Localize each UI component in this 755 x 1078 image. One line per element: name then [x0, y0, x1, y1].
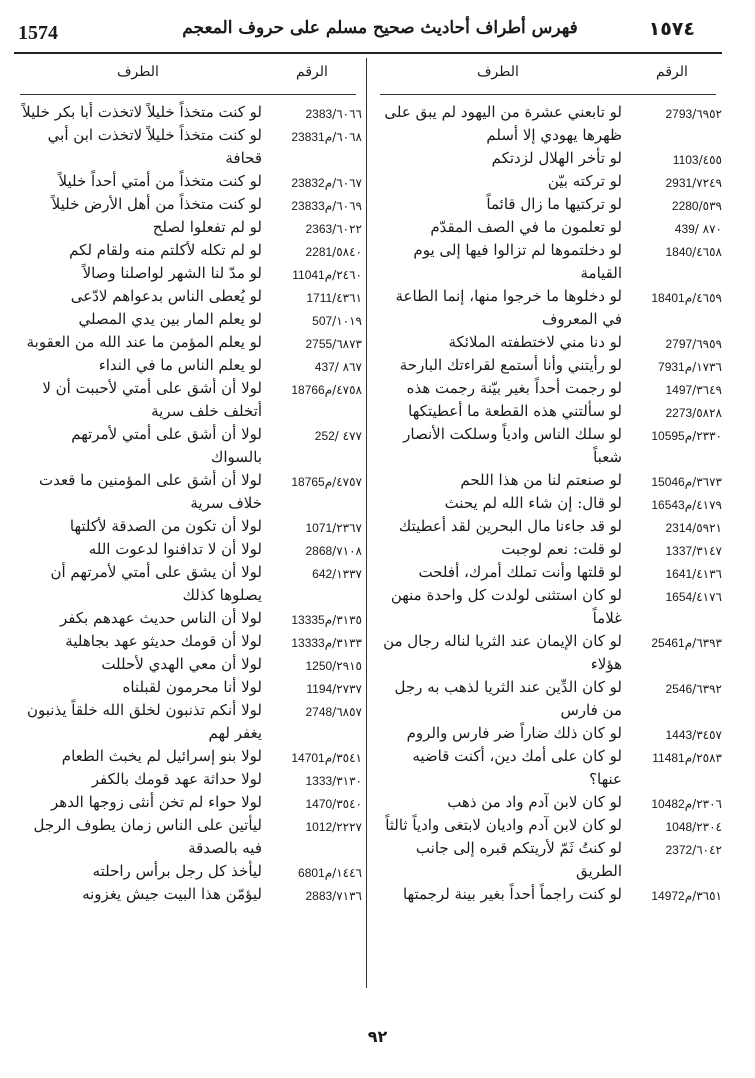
entry-reference-number [622, 791, 722, 814]
hadith-serial-number: ٢٩١٥/ [332, 659, 362, 673]
book-hadith-number: 1654 [665, 590, 693, 604]
hadith-serial-number: ٧١٠٨/ [332, 544, 362, 558]
hadith-serial-number: ٢٥٨٣/ [692, 751, 722, 765]
entry-reference-number [622, 423, 722, 446]
book-hadith-number: 2383م1 [291, 130, 333, 144]
entry-reference-number [622, 331, 722, 354]
hadith-serial-number: ٥٨٤٠/ [332, 245, 362, 259]
hadith-serial-number: ٤٣٦١/ [332, 291, 362, 305]
index-entry [374, 101, 722, 147]
entry-reference-number [262, 883, 362, 906]
hadith-opening-text: لولا أنكم تذنبون لخلق الله خلقاً يذنبون يغفر لهم [27, 701, 262, 742]
book-hadith-number: 1337 [665, 544, 693, 558]
hadith-serial-number: ٦٣٩٣/ [692, 636, 722, 650]
entry-reference-number [622, 538, 722, 561]
page-number-latin: 1574 [18, 22, 58, 44]
entry-reference-number [622, 147, 722, 170]
hadith-opening-text: لولا حواء لم تخن أنثى زوجها الدهر [51, 793, 262, 811]
entry-reference-number [262, 377, 362, 400]
hadith-opening-text: لو تأخر الهلال لزدتكم [491, 149, 622, 167]
index-entry [14, 630, 362, 653]
hadith-opening-text: لو لم تفعلوا لصلح [152, 218, 262, 236]
index-entry [14, 124, 362, 170]
index-entry [14, 377, 362, 423]
right-column-header [374, 64, 722, 94]
book-hadith-number: 793م1 [658, 360, 693, 374]
index-entry [374, 285, 722, 331]
entry-reference-number [262, 538, 362, 561]
hadith-serial-number: ٤٥٥/ [698, 153, 722, 167]
book-hadith-number: 1333م3 [291, 636, 333, 650]
hadith-serial-number: ١٣٣٧/ [332, 567, 362, 581]
index-entry [374, 377, 722, 400]
hadith-opening-text: لولا أن الناس حديث عهدهم بكفر [59, 609, 262, 627]
hadith-opening-text: لولا أن قومك حديثو عهد بجاهلية [65, 632, 262, 650]
hadith-serial-number: ٦٠٦٩/ [332, 199, 362, 213]
index-entry [14, 216, 362, 239]
book-hadith-number: 1333م5 [291, 613, 333, 627]
hadith-opening-text: لو كان ذلك ضاراً ضر فارس والروم [406, 724, 622, 742]
book-hadith-number: 1840م1 [651, 291, 693, 305]
index-entry [374, 354, 722, 377]
book-hadith-number: 1333 [305, 774, 333, 788]
book-hadith-number: 2383م3 [291, 199, 333, 213]
book-hadith-number: 2372 [665, 843, 693, 857]
entry-reference-number [262, 262, 362, 285]
hadith-opening-text: لو لم تكله لأكلتم منه ولقام لكم [69, 241, 262, 259]
book-hadith-number: 2363 [305, 222, 333, 236]
index-entry [374, 722, 722, 745]
hadith-serial-number: ٦٣٩٢/ [692, 682, 722, 696]
hadith-serial-number: ٦٩٥٩/ [692, 337, 722, 351]
hadith-opening-text: لو صنعتم لنا من هذا اللحم [460, 471, 622, 489]
index-entry [14, 285, 362, 308]
hadith-opening-text: لو تركتيها ما زال قائماً [486, 195, 622, 213]
hadith-serial-number: ٤١٧٩/ [692, 498, 722, 512]
hadith-serial-number: ٣١٣٥/ [332, 613, 362, 627]
page-number-arabic: ١٥٧٤ [648, 18, 695, 40]
entry-reference-number [262, 561, 362, 584]
entry-reference-number [262, 768, 362, 791]
book-hadith-number: 2931 [665, 176, 693, 190]
entry-reference-number [262, 469, 362, 492]
hadith-serial-number: ٢٣٦٧/ [332, 521, 362, 535]
right-column [374, 64, 722, 906]
entry-reference-number [622, 354, 722, 377]
hadith-serial-number: ٣٤٥٧/ [692, 728, 722, 742]
hadith-opening-text: لو رجمت أحداً بغير بيّنة رجمت هذه [406, 379, 622, 397]
left-column [14, 64, 362, 906]
hadith-serial-number: ١٤٤٦/ [332, 866, 362, 880]
hadith-serial-number: ٢٣٣٠/ [692, 429, 722, 443]
left-column-entries [14, 101, 362, 906]
entry-reference-number [622, 216, 722, 239]
entry-reference-number [622, 745, 722, 768]
hadith-serial-number: ٦٩٥٢/ [692, 107, 722, 121]
entry-reference-number [262, 791, 362, 814]
index-entry [374, 423, 722, 469]
hadith-opening-text: لو يُعطى الناس بدعواهم لادّعى [70, 287, 262, 305]
book-hadith-number: 2314 [665, 521, 693, 535]
hadith-serial-number: ٢٧٣٧/ [332, 682, 362, 696]
hadith-serial-number: ٢٤٦٠/ [332, 268, 362, 282]
index-entry [374, 584, 722, 630]
hadith-opening-text: لو كنتُ ثَمّ لأريتكم قبره إلى جانب الطريق [415, 839, 622, 880]
hadith-opening-text: لو كان على أمك دين، أكنت قاضيه عنها؟ [412, 747, 622, 788]
index-entry [374, 814, 722, 837]
hadith-opening-text: لو كنت متخذاً من أهل الأرض خليلاً [51, 195, 262, 213]
number-heading: الرقم [296, 64, 328, 80]
book-hadith-number: 1443 [665, 728, 693, 742]
book-hadith-number: 1504م6 [651, 475, 693, 489]
index-entry [374, 791, 722, 814]
hadith-opening-text: لو يعلم المؤمن ما عند الله من العقوبة [26, 333, 262, 351]
book-hadith-number: 1148م1 [652, 751, 693, 765]
book-hadith-number: 1876م5 [291, 475, 333, 489]
entry-reference-number [622, 837, 722, 860]
entry-reference-number [262, 653, 362, 676]
entry-reference-number [622, 285, 722, 308]
index-entry [374, 239, 722, 285]
entry-reference-number [622, 469, 722, 492]
book-hadith-number: 2755 [305, 337, 333, 351]
book-hadith-number: 1250 [305, 659, 333, 673]
entry-reference-number [622, 676, 722, 699]
book-hadith-number: 1048م2 [651, 797, 693, 811]
entry-reference-number [262, 239, 362, 262]
book-hadith-number: 1470م1 [291, 751, 333, 765]
entry-reference-number [622, 170, 722, 193]
index-entry [374, 837, 722, 883]
entry-reference-number [622, 400, 722, 423]
index-entry [374, 147, 722, 170]
book-hadith-number: 1711 [306, 291, 333, 305]
entry-reference-number [622, 492, 722, 515]
entry-reference-number [262, 515, 362, 538]
index-entry [374, 170, 722, 193]
book-hadith-number: 1654م3 [651, 498, 693, 512]
entry-reference-number [262, 193, 362, 216]
hadith-opening-text: لولا أن لا تدافنوا لدعوت الله [88, 540, 262, 558]
hadith-serial-number: ٤٧٧ / [334, 429, 362, 443]
right-column-entries [374, 101, 722, 906]
index-entry [374, 331, 722, 354]
hadith-opening-text: لو قلتها وأنت تملك أمرك، أفلحت [418, 563, 622, 581]
hadith-opening-text: لو تابعني عشرة من اليهود لم يبق على ظهرها يهودي إلا أسلم [384, 103, 622, 144]
book-hadith-number: 2797 [665, 337, 693, 351]
book-hadith-number: 252 [314, 429, 335, 443]
book-hadith-number: 680م1 [298, 866, 333, 880]
hadith-serial-number: ٤١٧٦/ [692, 590, 722, 604]
text-heading: الطرف [117, 64, 159, 80]
hadith-opening-text: لو كان لابن آدم واديان لابتغى وادياً ثالثاً [385, 816, 622, 834]
index-entry [14, 515, 362, 538]
index-entry [14, 745, 362, 768]
hadith-opening-text: لولا أن أشق على أمتي لأحببت أن لا أتخلف خلف سرية [42, 379, 262, 420]
hadith-opening-text: لولا أن يشق على أمتي لأمرتهم أن يصلوها كذلك [50, 563, 262, 604]
text-heading: الطرف [477, 64, 519, 80]
entry-reference-number [622, 193, 722, 216]
hadith-opening-text: لو كان لابن آدم واد من ذهب [447, 793, 622, 811]
hadith-serial-number: ٦٠٢٢/ [332, 222, 362, 236]
entry-reference-number [262, 630, 362, 653]
entry-reference-number [262, 814, 362, 837]
book-hadith-number: 1497م2 [651, 889, 693, 903]
hadith-opening-text: ليأخذ كل رجل برأس راحلته [92, 862, 262, 880]
header-rule [14, 52, 722, 54]
entry-reference-number [262, 607, 362, 630]
hadith-opening-text: ليؤمّن هذا البيت جيش يغزونه [82, 885, 262, 903]
entry-reference-number [622, 814, 722, 837]
hadith-serial-number: ٣٥٤٠/ [332, 797, 362, 811]
hadith-serial-number: ١٧٣٦/ [692, 360, 722, 374]
book-hadith-number: 2546م1 [651, 636, 693, 650]
book-hadith-number: 2383 [305, 107, 333, 121]
hadith-opening-text: لو سلك الناس وادياً وسلكت الأنصار شعباً [403, 425, 622, 466]
entry-reference-number [262, 354, 362, 377]
entry-reference-number [262, 423, 362, 446]
hadith-opening-text: ليأتين على الناس زمان يطوف الرجل فيه بالصدقة [33, 816, 262, 857]
hadith-serial-number: ٥٣٩/ [698, 199, 722, 213]
hadith-opening-text: لو يعلم المار بين يدي المصلي [78, 310, 262, 328]
entry-reference-number [622, 515, 722, 538]
book-hadith-number: 642 [312, 567, 333, 581]
hadith-serial-number: ٦٠٦٦/ [332, 107, 362, 121]
hadith-serial-number: ٣١٣٠/ [332, 774, 362, 788]
index-entry [14, 814, 362, 860]
hadith-serial-number: ٨٧٠ / [694, 222, 722, 236]
hadith-opening-text: لو سألتني هذه القطعة ما أعطيتكها [408, 402, 622, 420]
hadith-serial-number: ٢٣٠٦/ [692, 797, 722, 811]
index-entry [374, 745, 722, 791]
book-hadith-number: 1071 [305, 521, 333, 535]
hadith-serial-number: ٥٩٢١/ [692, 521, 722, 535]
book-hadith-number: 507 [312, 314, 333, 328]
entry-reference-number [262, 285, 362, 308]
hadith-opening-text: لو كنت متخذاً خليلاً لاتخذت أبا بكر خليلاً [22, 103, 262, 121]
hadith-serial-number: ٦٨٥٧/ [332, 705, 362, 719]
index-entry [14, 860, 362, 883]
index-entry [14, 676, 362, 699]
entry-reference-number [262, 699, 362, 722]
book-hadith-number: 1470 [305, 797, 333, 811]
book-hadith-number: 439 [674, 222, 695, 236]
hadith-opening-text: لو كان الدِّين عند الثريا لذهب به رجل من فارس [394, 678, 622, 719]
index-entry [14, 101, 362, 124]
index-entry [14, 561, 362, 607]
hadith-serial-number: ٣١٤٧/ [692, 544, 722, 558]
book-hadith-number: 2273 [665, 406, 693, 420]
hadith-serial-number: ٣١٣٣/ [332, 636, 362, 650]
hadith-serial-number: ٢٣٠٤/ [692, 820, 722, 834]
index-entry [14, 423, 362, 469]
book-hadith-number: 1104م1 [292, 268, 333, 282]
book-hadith-number: 2883 [305, 889, 333, 903]
index-entry [374, 193, 722, 216]
hadith-serial-number: ٤٧٥٨/ [332, 383, 362, 397]
hadith-serial-number: ٤٦٥٨/ [692, 245, 722, 259]
entry-reference-number [622, 377, 722, 400]
hadith-opening-text: لو دنا مني لاختطفته الملائكة [448, 333, 622, 351]
hadith-serial-number: ٣٦٧٣/ [692, 475, 722, 489]
hadith-serial-number: ٦٠٦٨/ [332, 130, 362, 144]
entry-reference-number [262, 216, 362, 239]
left-column-header [14, 64, 362, 94]
hadith-serial-number: ٧١٣٦/ [332, 889, 362, 903]
index-entry [374, 538, 722, 561]
entry-reference-number [622, 883, 722, 906]
hadith-opening-text: لو يعلم الناس ما في النداء [98, 356, 262, 374]
index-entry [374, 492, 722, 515]
hadith-opening-text: لولا أنا محرمون لقبلناه [122, 678, 262, 696]
hadith-serial-number: ٨٦٧ / [334, 360, 362, 374]
index-entry [374, 883, 722, 906]
book-hadith-number: 1048 [665, 820, 693, 834]
index-entry [374, 630, 722, 676]
index-entry [374, 400, 722, 423]
book-hadith-number: 1497 [665, 383, 693, 397]
hadith-opening-text: لو كنت متخذاً من أمتي أحداً خليلاً [58, 172, 262, 190]
index-entry [14, 653, 362, 676]
hadith-opening-text: لولا أن معي الهدي لأحللت [101, 655, 262, 673]
hadith-opening-text: لولا أن أشق على المؤمنين ما قعدت خلاف سرية [38, 471, 262, 512]
entry-reference-number [262, 170, 362, 193]
book-hadith-number: 1103 [672, 153, 699, 167]
book-hadith-number: 2383م2 [291, 176, 333, 190]
hadith-opening-text: لولا بنو إسرائيل لم يخبث الطعام [61, 747, 262, 765]
hadith-serial-number: ٥٨٢٨/ [692, 406, 722, 420]
entry-reference-number [622, 101, 722, 124]
hadith-opening-text: لو تركته بيّن [547, 172, 622, 190]
hadith-serial-number: ٦٨٧٣/ [332, 337, 362, 351]
hadith-opening-text: لو مدّ لنا الشهر لواصلنا وصالاً [82, 264, 262, 282]
book-hadith-number: 1194 [306, 682, 333, 696]
entry-reference-number [622, 584, 722, 607]
hadith-opening-text: لولا حداثة عهد قومك بالكفر [91, 770, 262, 788]
index-entry [14, 699, 362, 745]
book-hadith-number: 2281 [305, 245, 333, 259]
hadith-serial-number: ٤٦٥٩/ [692, 291, 722, 305]
index-entry [374, 676, 722, 722]
running-title: فهرس أطراف أحاديث صحيح مسلم على حروف المعجم [182, 18, 578, 38]
hadith-serial-number: ٣٦٤٩/ [692, 383, 722, 397]
hadith-opening-text: لولا أن أشق على أمتي لأمرتهم بالسواك [71, 425, 262, 466]
book-hadith-number: 437 [314, 360, 335, 374]
entry-reference-number [262, 101, 362, 124]
book-hadith-number: 2280 [671, 199, 699, 213]
index-entry [14, 607, 362, 630]
index-entry [14, 331, 362, 354]
entry-reference-number [262, 745, 362, 768]
index-entry [14, 538, 362, 561]
hadith-serial-number: ٦٠٦٧/ [332, 176, 362, 190]
column-header-rule [20, 94, 356, 95]
book-hadith-number: 2748 [305, 705, 333, 719]
book-hadith-number: 1059م5 [651, 429, 693, 443]
entry-reference-number [262, 860, 362, 883]
hadith-serial-number: ٧٢٤٩/ [692, 176, 722, 190]
entry-reference-number [622, 722, 722, 745]
hadith-opening-text: لو رأيتني وأنا أستمع لقراءتك البارحة [399, 356, 622, 374]
number-heading: الرقم [656, 64, 688, 80]
hadith-opening-text: لو قلت: نعم لوجبت [501, 540, 622, 558]
book-hadith-number: 1876م6 [291, 383, 333, 397]
index-entry [374, 515, 722, 538]
index-entry [374, 469, 722, 492]
index-entry [374, 216, 722, 239]
hadith-opening-text: لو تعلمون ما في الصف المقدّم [430, 218, 622, 236]
hadith-opening-text: لو كنت متخذاً خليلاً لاتخذت ابن أبي قحافة [47, 126, 262, 167]
hadith-opening-text: لو كنت راجماً أحداً بغير بينة لرجمتها [402, 885, 622, 903]
entry-reference-number [262, 676, 362, 699]
book-hadith-number: 2546 [665, 682, 693, 696]
hadith-opening-text: لو قال: إن شاء الله لم يحنث [444, 494, 622, 512]
index-entry [14, 193, 362, 216]
hadith-opening-text: لو كان استثنى لولدت كل واحدة منهن غلاماً [390, 586, 622, 627]
book-hadith-number: 2868 [305, 544, 333, 558]
book-hadith-number: 2793 [665, 107, 693, 121]
book-hadith-number: 1641 [665, 567, 693, 581]
hadith-serial-number: ١٠١٩/ [332, 314, 362, 328]
index-entry [14, 791, 362, 814]
book-hadith-number: 1012 [305, 820, 333, 834]
hadith-opening-text: لولا أن تكون من الصدقة لأكلتها [69, 517, 262, 535]
index-entry [14, 883, 362, 906]
entry-reference-number [622, 630, 722, 653]
index-entry [14, 354, 362, 377]
hadith-serial-number: ٦٠٤٢/ [692, 843, 722, 857]
hadith-serial-number: ٢٢٢٧/ [332, 820, 362, 834]
hadith-opening-text: لو دخلوها ما خرجوا منها، إنما الطاعة في المعروف [395, 287, 622, 328]
column-header-rule [380, 94, 716, 95]
hadith-serial-number: ٣٦٥١/ [692, 889, 722, 903]
index-entry [14, 262, 362, 285]
index-entry [14, 768, 362, 791]
index-entry [14, 170, 362, 193]
hadith-serial-number: ٤٧٥٧/ [332, 475, 362, 489]
hadith-serial-number: ٣٥٤١/ [332, 751, 362, 765]
hadith-opening-text: لو قد جاءنا مال البحرين لقد أعطيتك [398, 517, 622, 535]
entry-reference-number [262, 308, 362, 331]
entry-reference-number [262, 331, 362, 354]
index-entry [374, 561, 722, 584]
index-entry [14, 469, 362, 515]
hadith-serial-number: ٤١٣٦/ [692, 567, 722, 581]
index-entry [14, 308, 362, 331]
index-entry [14, 239, 362, 262]
column-divider [366, 58, 367, 988]
book-hadith-number: 1840 [665, 245, 693, 259]
hadith-opening-text: لو كان الإيمان عند الثريا لناله رجال من هؤلاء [383, 632, 622, 673]
hadith-opening-text: لو دخلتموها لم تزالوا فيها إلى يوم القيامة [413, 241, 622, 282]
page-footer-number: ٩٢ [367, 1027, 388, 1046]
entry-reference-number [262, 124, 362, 147]
entry-reference-number [622, 561, 722, 584]
entry-reference-number [622, 239, 722, 262]
